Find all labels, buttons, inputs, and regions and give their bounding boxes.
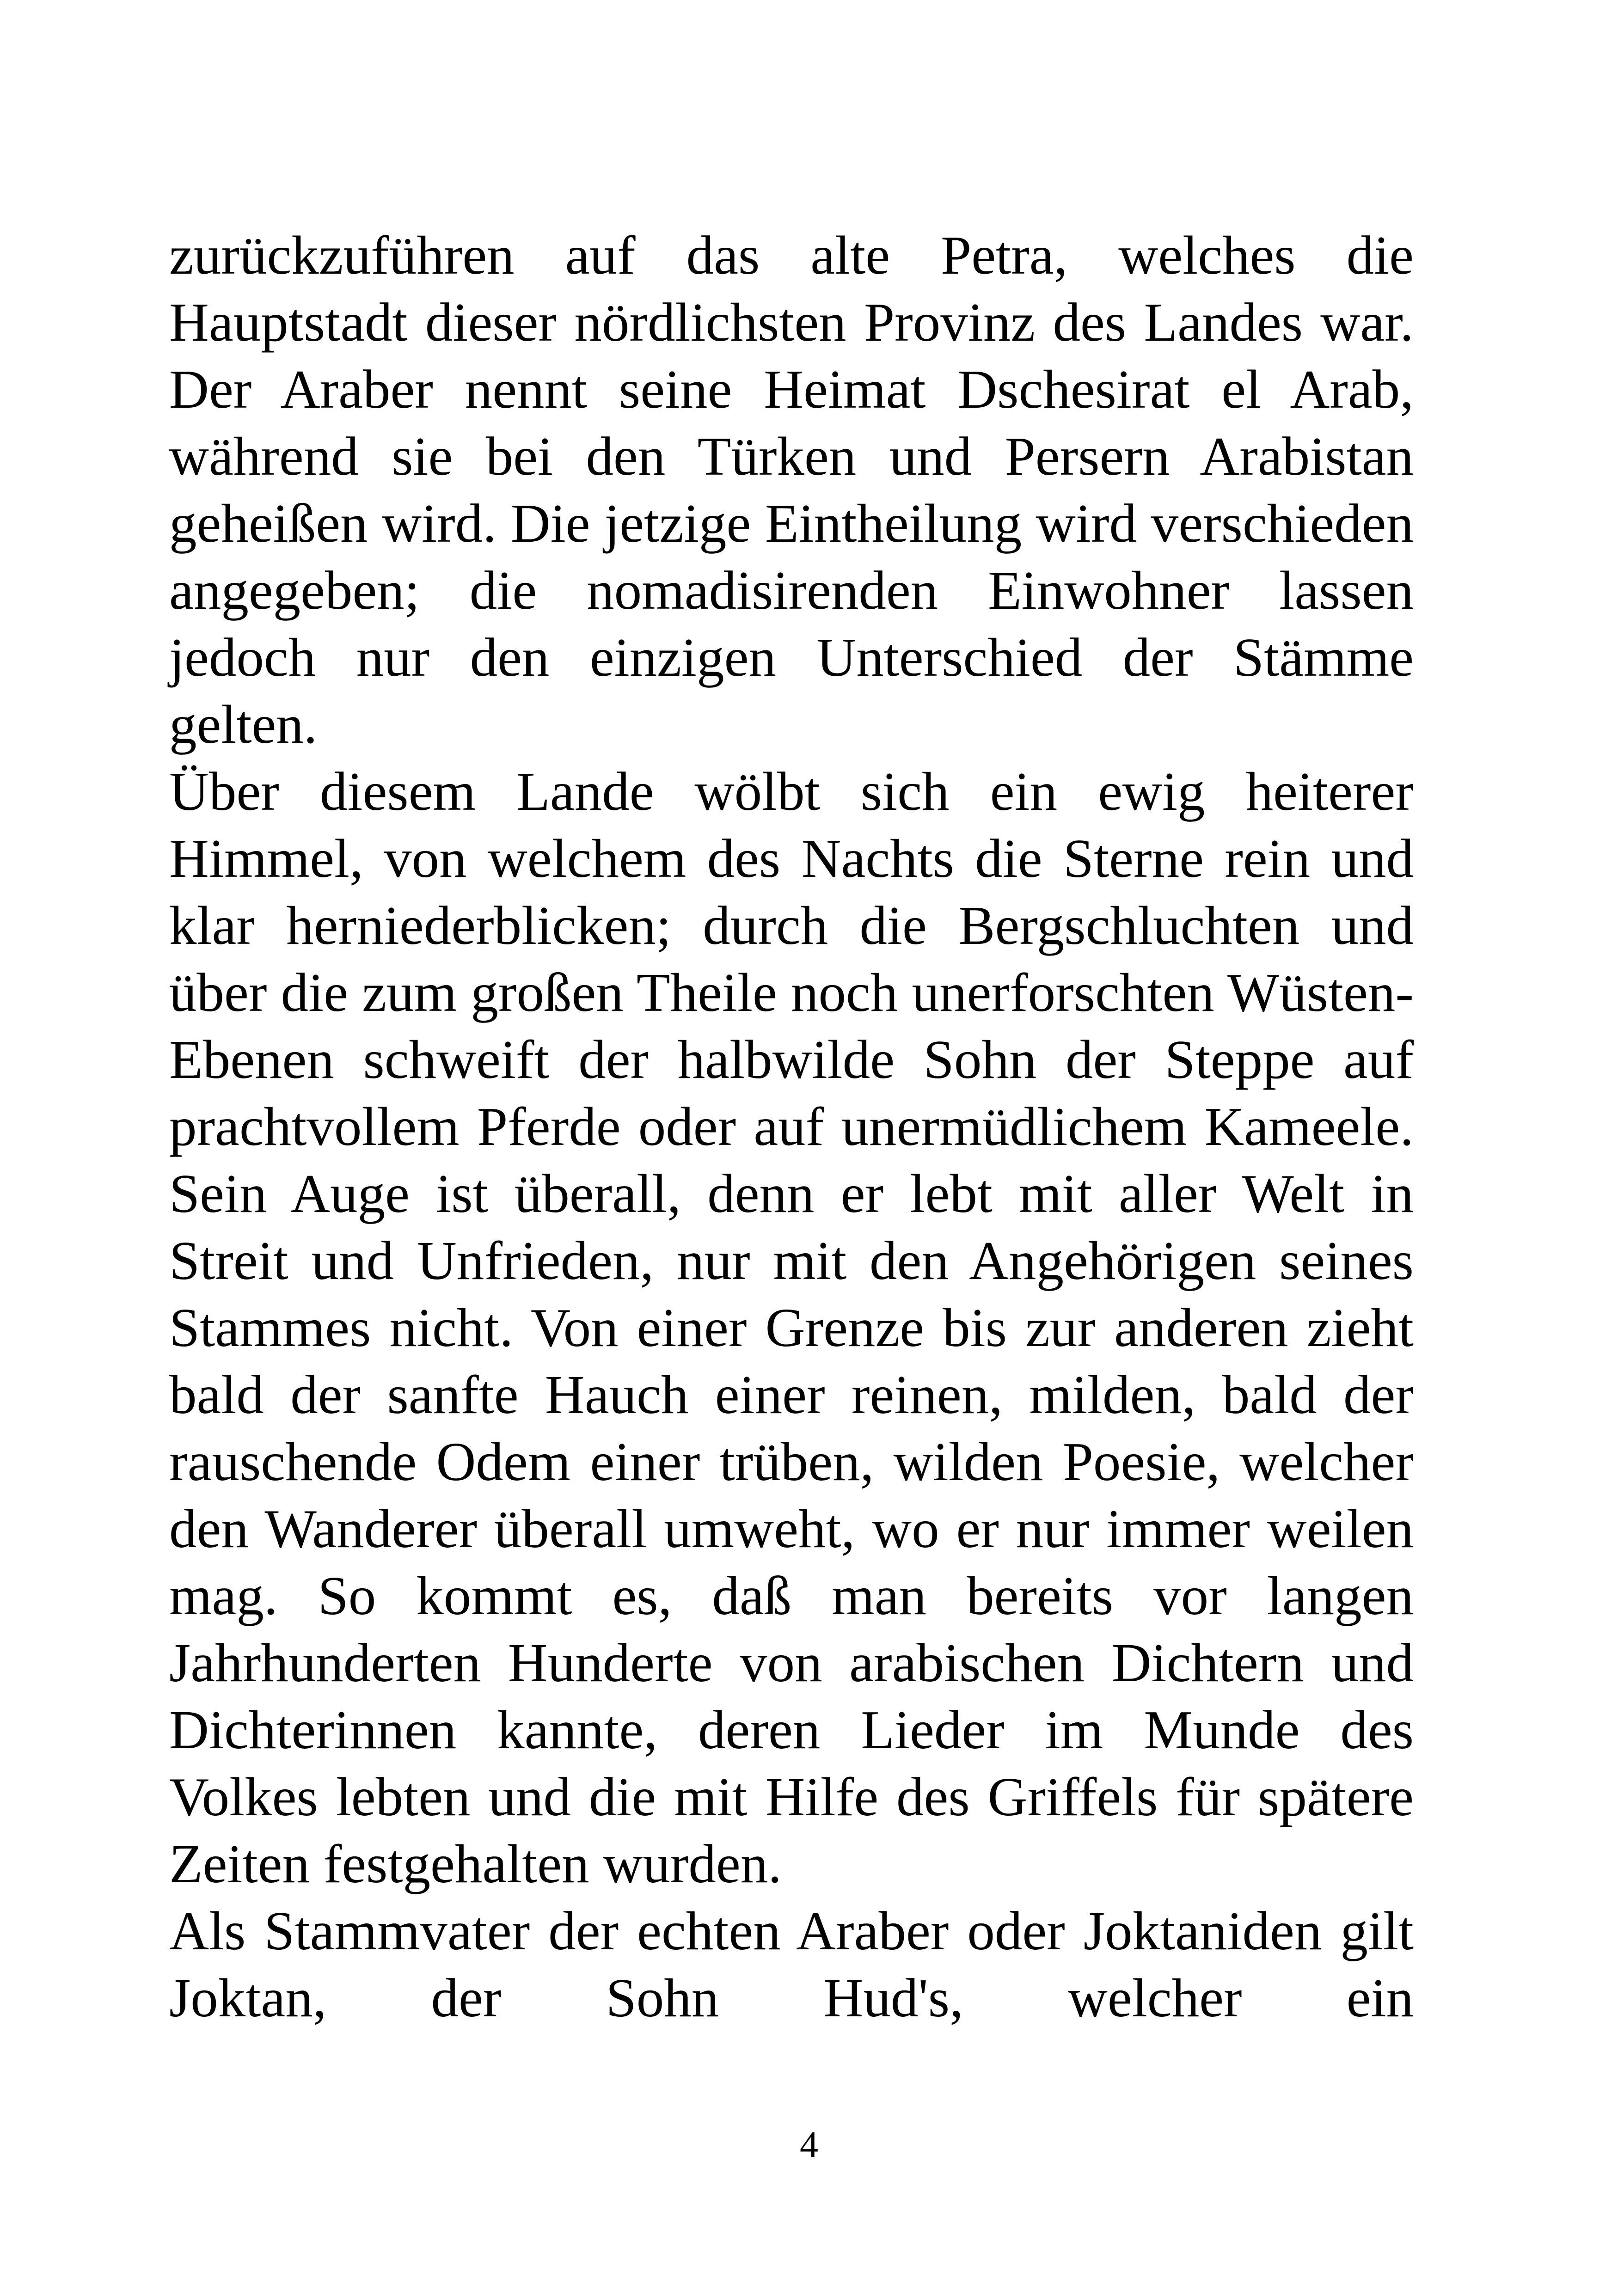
body-text — [169, 222, 1414, 2032]
page-number: 4 — [800, 2125, 818, 2165]
paragraph-1: zurückzuführen auf das alte Petra, welches die Hauptstadt dieser nördlichsten Provinz des Landes war. Der Araber nennt seine Heimat Dschesirat el Arab, während sie bei den Türken und Persern Arabistan geheißen wird. Die jetzige Eintheilung wird verschieden angegeben; die nomadisirenden Einwohner lassen jedoch nur den einzigen Unterschied der Stämme gelten. — [169, 225, 1414, 755]
paragraph-3: Als Stammvater der echten Araber oder Joktaniden gilt Joktan, der Sohn Hud's, welcher ein — [169, 1900, 1414, 2028]
paragraph-2: Über diesem Lande wölbt sich ein ewig heiterer Himmel, von welchem des Nachts die Sterne rein und klar herniederblicken; durch die Bergschluchten und über die zum großen Theile noch unerforschten Wüsten-Ebenen schweift der halbwilde Sohn der Steppe auf prachtvollem Pferde oder auf unermüdlichem Kameele. Sein Auge ist überall, denn er lebt mit aller Welt in Streit und Unfrieden, nur mit den Angehörigen seines Stammes nicht. Von einer Grenze bis zur anderen zieht bald der sanfte Hauch einer reinen, milden, bald der rauschende Odem einer trüben, wilden Poesie, welcher den Wanderer überall umweht, wo er nur immer weilen mag. So kommt es, daß man bereits vor langen Jahrhunderten Hunderte von arabischen Dichtern und Dichterinnen kannte, deren Lieder im Munde des Volkes lebten und die mit Hilfe des Griffels für spätere Zeiten festgehalten wurden. — [169, 761, 1414, 1894]
